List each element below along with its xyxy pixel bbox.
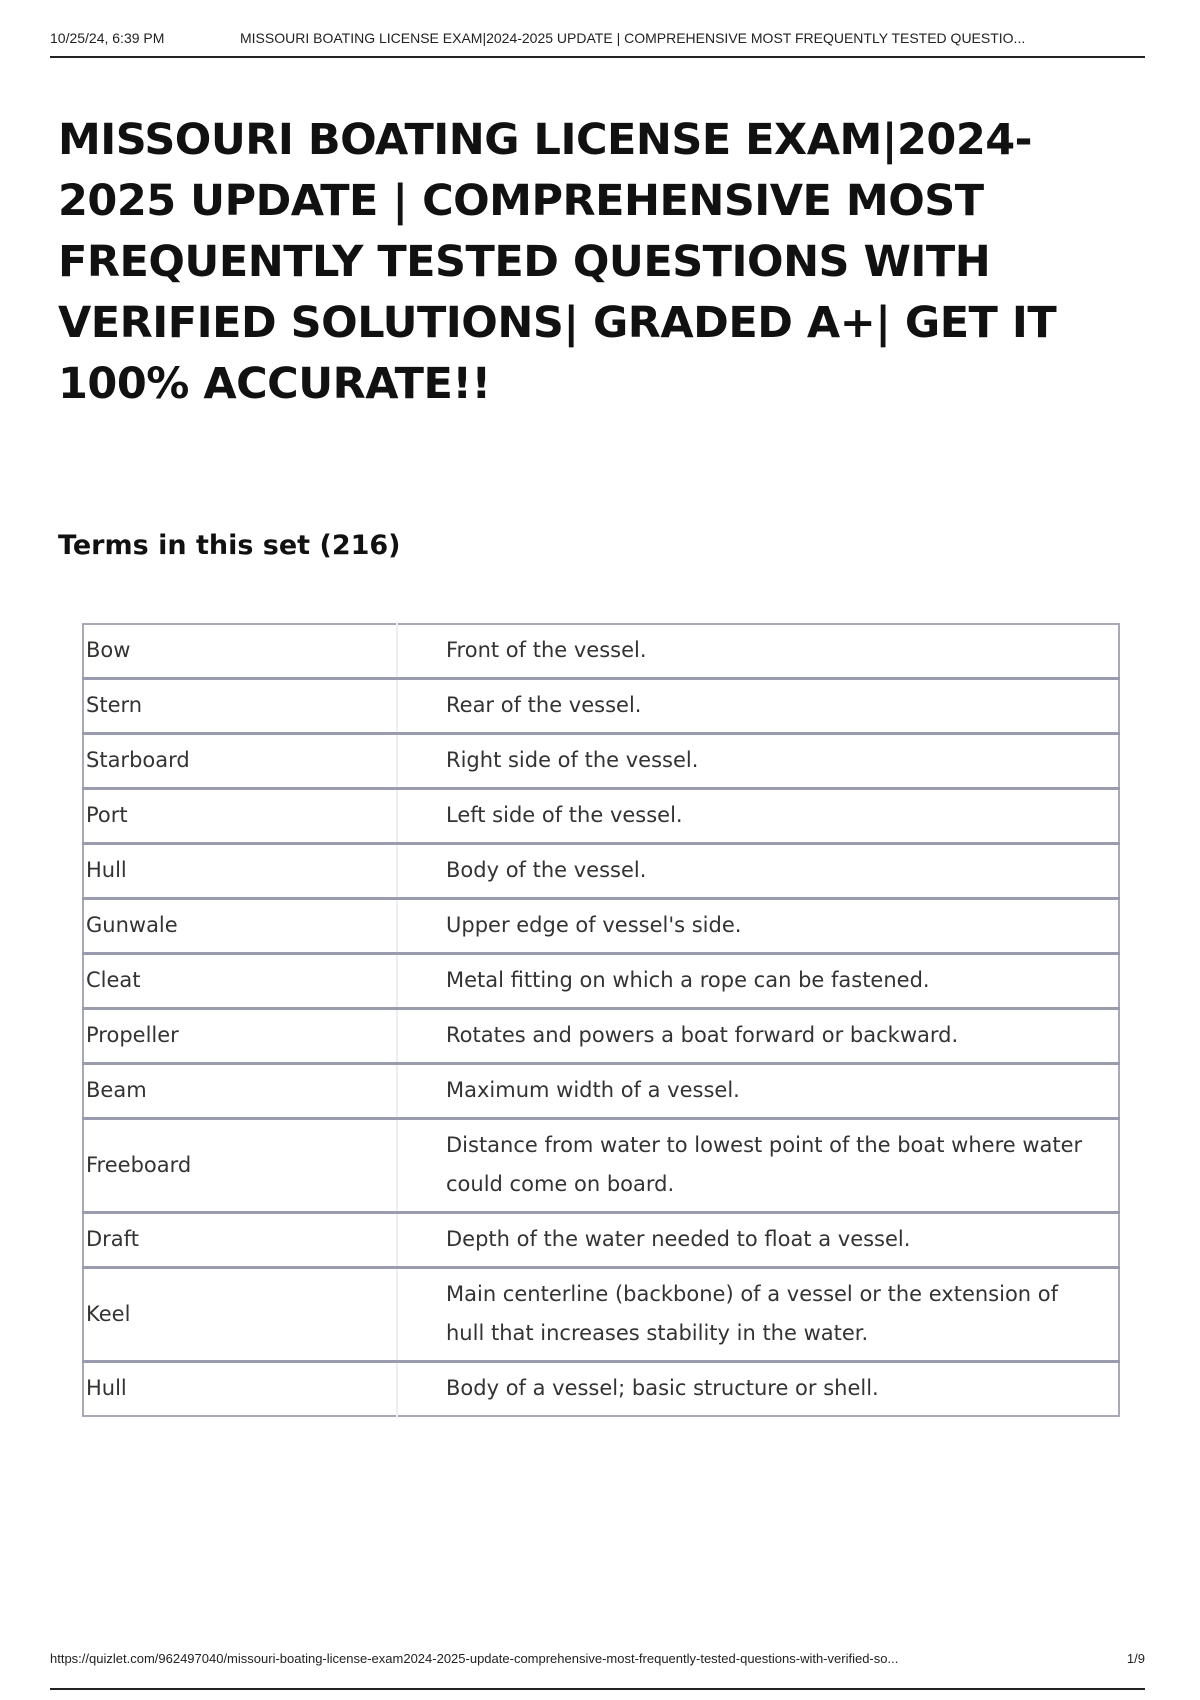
table-row	[83, 1268, 1119, 1362]
definition-cell: Depth of the water needed to float a vessel.	[397, 1213, 1119, 1268]
term-cell: Port	[83, 789, 397, 844]
table-row	[83, 1064, 1119, 1119]
definition-cell: Distance from water to lowest point of the boat where water could come on board.	[397, 1119, 1119, 1213]
definition-cell: Front of the vessel.	[446, 638, 647, 662]
term-cell: Starboard	[83, 734, 397, 789]
terms-heading: Terms in this set (216)	[58, 530, 401, 561]
term-cell: Cleat	[83, 954, 397, 1009]
term-cell: Hull	[83, 844, 397, 899]
footer-url-link[interactable]: https://quizlet.com/962497040/missouri-boating-license-exam2024-2025-update-comprehensive-most-frequently-tested-questions-with-verified-so...	[50, 1651, 899, 1666]
table-row	[83, 899, 1119, 954]
table-row	[83, 1362, 1119, 1417]
table-row	[83, 1009, 1119, 1064]
definition-cell: Body of the vessel.	[397, 844, 1119, 899]
definition-cell: Left side of the vessel.	[397, 789, 1119, 844]
term-cell: Bow	[83, 624, 397, 679]
definition-cell: Rear of the vessel.	[397, 679, 1119, 734]
print-footer	[50, 1648, 1145, 1690]
page-number: 1/9	[1126, 1651, 1145, 1666]
term-cell: Keel	[83, 1268, 397, 1362]
definition-cell: Right side of the vessel.	[397, 734, 1119, 789]
print-header-title: MISSOURI BOATING LICENSE EXAM|2024-2025 UPDATE | COMPREHENSIVE MOST FREQUENTLY TESTED QUESTIO...	[240, 30, 1026, 46]
page-title: MISSOURI BOATING LICENSE EXAM|2024-2025 UPDATE | COMPREHENSIVE MOST FREQUENTLY TESTED QUESTIONS WITH VERIFIED SOLUTIONS| GRADED A+| GET IT 100% ACCURATE!!	[58, 115, 1057, 409]
print-header	[50, 30, 1145, 58]
table-row	[83, 844, 1119, 899]
terms-table	[82, 623, 1120, 1417]
definition-cell: Maximum width of a vessel.	[397, 1064, 1119, 1119]
definition-cell: Main centerline (backbone) of a vessel or the extension of hull that increases stability in the water.	[397, 1268, 1119, 1362]
table-row	[83, 1119, 1119, 1213]
definition-cell: Metal fitting on which a rope can be fastened.	[397, 954, 1119, 1009]
table-row	[83, 624, 1119, 679]
term-cell: Gunwale	[83, 899, 397, 954]
term-cell: Draft	[83, 1213, 397, 1268]
table-row	[83, 954, 1119, 1009]
term-cell: Beam	[83, 1064, 397, 1119]
print-date: 10/25/24, 6:39 PM	[50, 30, 165, 46]
term-cell: Hull	[83, 1362, 397, 1417]
table-row	[83, 734, 1119, 789]
definition-cell: Body of a vessel; basic structure or shell.	[397, 1362, 1119, 1417]
definition-cell: Upper edge of vessel's side.	[397, 899, 1119, 954]
term-cell: Freeboard	[83, 1119, 397, 1213]
definition-cell: Rotates and powers a boat forward or backward.	[397, 1009, 1119, 1064]
table-row	[83, 679, 1119, 734]
term-cell: Stern	[83, 679, 397, 734]
table-row	[83, 789, 1119, 844]
term-cell: Propeller	[83, 1009, 397, 1064]
table-row	[83, 1213, 1119, 1268]
